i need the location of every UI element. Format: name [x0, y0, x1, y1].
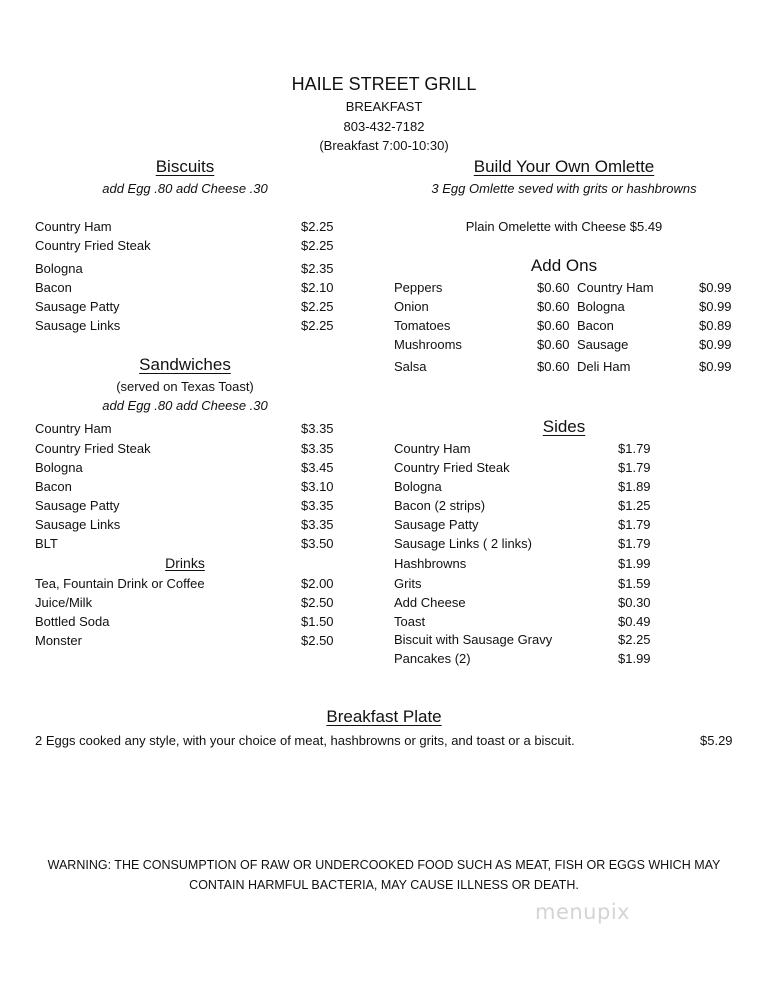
item-name: BLT [35, 536, 58, 551]
addons-title: Add Ons [530, 256, 598, 275]
biscuits-title: Biscuits [155, 157, 215, 176]
list-item [35, 517, 345, 533]
item-name: Pancakes (2) [394, 651, 471, 666]
list-item [394, 318, 739, 334]
item-name: Toast [394, 614, 426, 629]
item-name: Country Fried Steak [394, 460, 510, 475]
list-item [394, 280, 739, 296]
item-name: Country Fried Steak [35, 441, 151, 456]
item-name: Tea, Fountain Drink or Coffee [35, 576, 205, 591]
list-item [35, 299, 345, 315]
item-name: Bacon (2 strips) [394, 498, 486, 513]
item-price: $2.25 [301, 318, 334, 333]
list-item [35, 219, 345, 235]
item-price: $2.50 [301, 633, 334, 648]
addon-name: Mushrooms [394, 337, 462, 352]
addon-price: $0.60 [537, 299, 570, 314]
list-item [394, 299, 739, 315]
list-item [35, 633, 345, 649]
list-item [35, 460, 345, 476]
item-price: $1.99 [618, 556, 651, 571]
item-price: $2.10 [301, 280, 334, 295]
item-name: Bologna [394, 479, 442, 494]
item-price: $1.50 [301, 614, 334, 629]
breakfast-plate-title: Breakfast Plate [326, 707, 442, 726]
addon-price: $0.99 [699, 359, 732, 374]
biscuits-note: add Egg .80 add Cheese .30 [102, 181, 268, 196]
list-item [394, 479, 659, 495]
item-price: $2.25 [301, 219, 334, 234]
list-item [394, 498, 659, 514]
item-price: $2.25 [301, 299, 334, 314]
item-name: Country Ham [35, 421, 112, 436]
list-item [35, 595, 345, 611]
addon-price: $0.99 [699, 337, 732, 352]
item-name: Sausage Patty [35, 498, 120, 513]
addon-price: $0.60 [537, 318, 570, 333]
item-price: $1.99 [618, 651, 651, 666]
list-item [35, 280, 345, 296]
item-name: Sausage Patty [35, 299, 120, 314]
addon-name: Bacon [577, 318, 614, 333]
addon-name: Tomatoes [394, 318, 451, 333]
omelette-note: 3 Egg Omlette seved with grits or hashbrowns [431, 181, 697, 196]
breakfast-plate-price: $5.29 [700, 733, 733, 748]
item-price: $2.35 [301, 261, 334, 276]
item-price: $1.79 [618, 460, 651, 475]
list-item [394, 460, 659, 476]
item-price: $3.35 [301, 441, 334, 456]
item-name: Bottled Soda [35, 614, 110, 629]
item-name: Bacon [35, 280, 72, 295]
item-name: Biscuit with Sausage Gravy [394, 632, 553, 647]
item-price: $3.35 [301, 517, 334, 532]
addon-name: Deli Ham [577, 359, 631, 374]
addon-name: Onion [394, 299, 429, 314]
item-name: Sausage Links [35, 517, 121, 532]
item-price: $2.00 [301, 576, 334, 591]
item-name: Sausage Patty [394, 517, 479, 532]
drinks-title: Drinks [165, 555, 205, 571]
restaurant-name: HAILE STREET GRILL [291, 74, 477, 94]
menu-meal-label: BREAKFAST [345, 99, 423, 114]
warning-line-2: CONTAIN HARMFUL BACTERIA, MAY CAUSE ILLNESS OR DEATH. [189, 878, 579, 892]
list-item [394, 632, 659, 648]
list-item [394, 576, 659, 592]
addon-name: Sausage [577, 337, 629, 352]
item-price: $3.10 [301, 479, 334, 494]
item-name: Country Ham [394, 441, 471, 456]
list-item [394, 614, 659, 630]
item-price: $3.50 [301, 536, 334, 551]
list-item [35, 576, 345, 592]
list-item [394, 337, 739, 353]
item-name: Country Ham [35, 219, 112, 234]
item-name: Country Fried Steak [35, 238, 151, 253]
item-name: Grits [394, 576, 422, 591]
item-name: Bacon [35, 479, 72, 494]
addon-price: $0.60 [537, 280, 570, 295]
item-name: Bologna [35, 261, 83, 276]
list-item [394, 517, 659, 533]
item-price: $0.30 [618, 595, 651, 610]
item-price: $1.59 [618, 576, 651, 591]
breakfast-hours: (Breakfast 7:00-10:30) [319, 138, 449, 153]
item-price: $3.45 [301, 460, 334, 475]
addon-name: Country Ham [577, 280, 654, 295]
item-price: $1.79 [618, 517, 651, 532]
sandwiches-title: Sandwiches [139, 355, 231, 374]
list-item [35, 498, 345, 514]
list-item [35, 261, 345, 277]
item-price: $1.79 [618, 536, 651, 551]
sides-title: Sides [542, 417, 586, 436]
item-price: $2.25 [301, 238, 334, 253]
list-item [35, 441, 345, 457]
addon-price: $0.60 [537, 359, 570, 374]
addon-name: Salsa [394, 359, 427, 374]
item-name: Monster [35, 633, 82, 648]
item-price: $2.25 [618, 632, 651, 647]
addon-price: $0.99 [699, 280, 732, 295]
list-item [35, 421, 345, 437]
item-price: $1.79 [618, 441, 651, 456]
list-item [35, 536, 345, 552]
list-item [394, 595, 659, 611]
list-item [35, 238, 345, 254]
sandwiches-subtitle: (served on Texas Toast) [116, 379, 254, 394]
item-name: Add Cheese [394, 595, 466, 610]
addon-price: $0.89 [699, 318, 732, 333]
item-name: Sausage Links ( 2 links) [394, 536, 533, 551]
addon-name: Bologna [577, 299, 625, 314]
item-name: Sausage Links [35, 318, 121, 333]
item-name: Bologna [35, 460, 83, 475]
phone-number: 803-432-7182 [343, 119, 425, 134]
list-item [394, 536, 659, 552]
list-item [35, 479, 345, 495]
addon-price: $0.60 [537, 337, 570, 352]
list-item [394, 651, 659, 667]
omelette-title: Build Your Own Omlette [473, 157, 655, 176]
breakfast-plate-description: 2 Eggs cooked any style, with your choice of meat, hashbrowns or grits, and toast or a biscuit. [35, 733, 575, 748]
item-name: Juice/Milk [35, 595, 93, 610]
item-price: $1.89 [618, 479, 651, 494]
plain-omelette-price: Plain Omelette with Cheese $5.49 [465, 219, 663, 234]
list-item [394, 441, 659, 457]
item-name: Hashbrowns [394, 556, 467, 571]
list-item [35, 614, 345, 630]
list-item [35, 318, 345, 334]
warning-line-1: WARNING: THE CONSUMPTION OF RAW OR UNDERCOOKED FOOD SUCH AS MEAT, FISH OR EGGS WHICH MAY [47, 858, 721, 872]
item-price: $0.49 [618, 614, 651, 629]
item-price: $2.50 [301, 595, 334, 610]
list-item [394, 556, 659, 572]
sandwiches-note: add Egg .80 add Cheese .30 [102, 398, 268, 413]
item-price: $1.25 [618, 498, 651, 513]
addon-name: Peppers [394, 280, 443, 295]
item-price: $3.35 [301, 498, 334, 513]
menupix-watermark: menupix [535, 900, 631, 924]
addon-price: $0.99 [699, 299, 732, 314]
list-item [394, 359, 739, 375]
item-price: $3.35 [301, 421, 334, 436]
